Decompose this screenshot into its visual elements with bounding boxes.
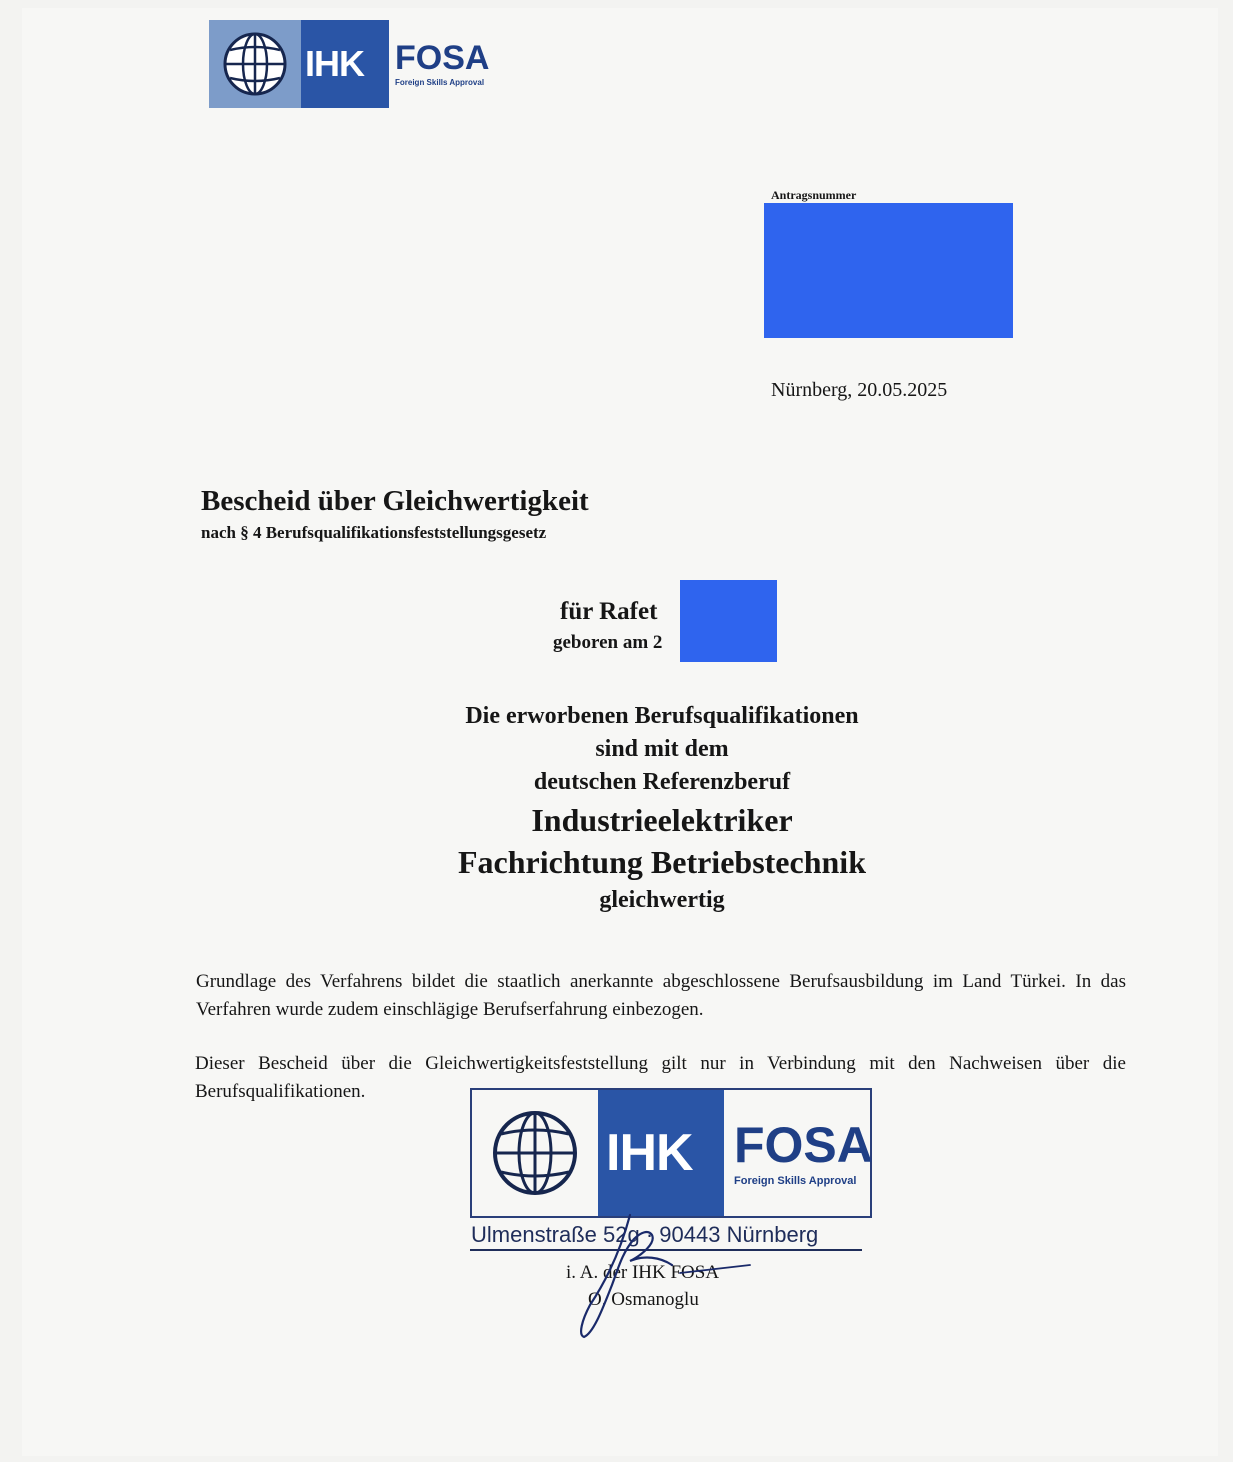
redacted-personal-data — [680, 580, 777, 662]
stamp-brand: IHK — [598, 1090, 724, 1216]
application-number-label: Antragsnummer — [771, 188, 857, 202]
signature-on-behalf: i. A. der IHK FOSA — [566, 1262, 720, 1283]
equivalence-result: gleichwertig — [599, 887, 725, 913]
equivalence-statement — [362, 700, 962, 917]
handwritten-signature — [560, 1205, 760, 1345]
ihk-fosa-stamp — [470, 1088, 872, 1218]
recipient-birthdate: geboren am 2 — [553, 632, 663, 653]
logo-tagline: Foreign Skills Approval — [395, 78, 485, 87]
page-subtitle: nach § 4 Berufsqualifikationsfeststellungsgesetz — [201, 523, 547, 542]
stamp-globe-icon — [472, 1090, 598, 1216]
ihk-fosa-logo — [209, 20, 491, 108]
stamp-tagline: Foreign Skills Approval — [734, 1174, 857, 1187]
signatory-name: O. Osmanoglu — [588, 1289, 699, 1310]
place-date: Nürnberg, 20.05.2025 — [771, 379, 948, 401]
validity-note-paragraph: Dieser Bescheid über die Gleichwertigkeitsfeststellung gilt nur in Verbindung mit den Nachweisen über die Berufsqualifikationen. — [195, 1053, 1126, 1102]
stamp-name: FOSA — [734, 1116, 873, 1173]
redacted-contact-block — [764, 203, 1013, 338]
page-title: Bescheid über Gleichwertigkeit — [201, 485, 589, 517]
stamp-address: Ulmenstraße 52g · 90443 Nürnberg — [471, 1222, 819, 1247]
reference-profession: Industrieelektriker — [531, 802, 793, 838]
profession-specialization: Fachrichtung Betriebstechnik — [458, 844, 866, 880]
globe-icon — [209, 20, 301, 108]
logo-brand: IHK — [301, 20, 389, 108]
statement-line-2: sind mit dem — [595, 736, 729, 762]
statement-line-3: deutschen Referenzberuf — [533, 769, 791, 795]
procedure-basis-paragraph: Grundlage des Verfahrens bildet die staatlich anerkannte abgeschlossene Berufsausbildung im Land Türkei. In das Verfahren wurde zudem einschlägige Berufserfahrung einbezogen. — [196, 971, 1126, 1020]
logo-name: FOSA — [395, 39, 490, 77]
recipient-name: für Rafet — [560, 598, 658, 625]
statement-line-1: Die erworbenen Berufsqualifikationen — [465, 703, 859, 729]
